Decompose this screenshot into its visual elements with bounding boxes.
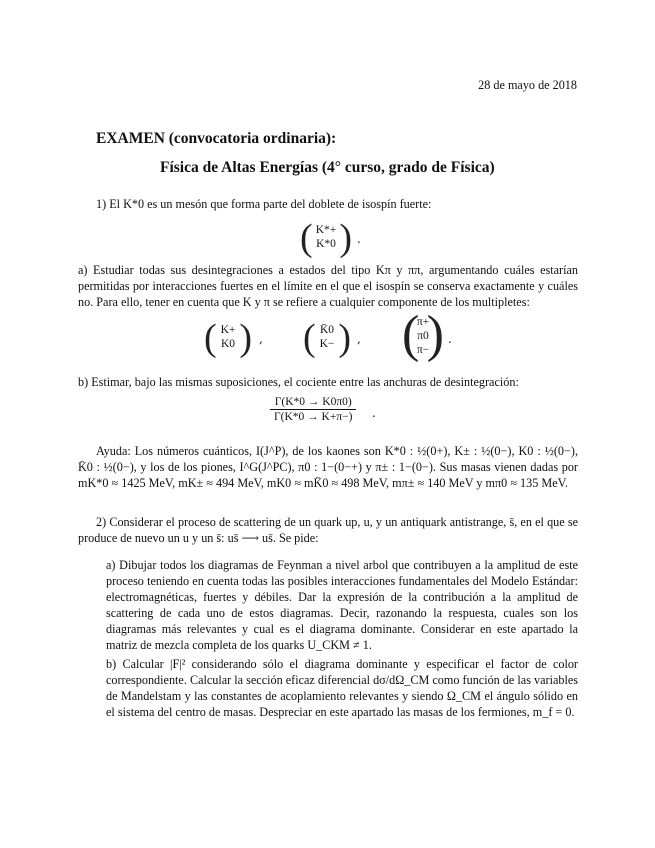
q2-part-b: b) Calcular |F|² considerando sólo el diagrama dominante y especificar el factor de color correspondiente. Calcular la sección eficaz diferencial dσ/dΩ_CM como función de las variables de Mandelstam y las constantes de acoplamiento relevantes y siendo Ω_CM el ángulo sólido en el sistema del centro de masas. Despreciar en este apartado las masas de los fermiones, m_f = 0. [106, 657, 578, 719]
multiplet-entry: K− [319, 338, 335, 350]
q1-part-a: a) Estudiar todas sus desintegraciones a estados del tipo Kπ y ππ, argumentando cuáles estarían permitidas por interacciones fuertes en el límite en el que el isospín se conserva exactamente y cuáles no. Para ello, tener en cuenta que K y π se refiere a cualquier componente de los multipletes: [78, 263, 578, 309]
multiplet-entry: K+ [220, 324, 236, 336]
ratio-numerator: Γ(K*0 → K0π0) [270, 396, 356, 410]
multiplet-period: . [448, 332, 452, 346]
antikaon-multiplet: ( K̄0 K− ) [303, 317, 351, 359]
exam-date: 28 de mayo de 2018 [478, 78, 577, 92]
multiplet-entry: π− [416, 344, 430, 356]
multiplet-entry: K0 [220, 338, 236, 350]
q2-intro: 2) Considerar el proceso de scattering de un quark up, u, y un antiquark antistrange, s̄, en el que se produce de nuevo un u y un s̄: us̄ ⟶ us̄. Se pide: [78, 515, 578, 545]
doublet-entry: K*0 [316, 238, 336, 250]
q2-part-a: a) Dibujar todos los diagramas de Feynman a nivel arbol que contribuyen a la amplitud de este proceso teniendo en cuenta todas las posibles interacciones fundamentales del Modelo Estándar: electromagnéticas, fuertes y débiles. Dar la expresión de la contribución a la amplitud de scattering de cada uno de estos diagramas. Decir, razonando la respuesta, cuales son los diagramas más relevantes y cual es el diagrama dominante. Considerar en este apartado la matriz de mezcla completa de los quarks U_CKM ≠ 1. [106, 558, 578, 652]
doublet-entry: K*+ [315, 224, 337, 236]
separator-comma: , [357, 332, 361, 346]
pion-multiplet: ( π+ π0 π− ) [402, 306, 444, 363]
q1-help: Ayuda: Los números cuánticos, I(J^P), de los kaones son K*0 : ½(0+), K± : ½(0−), K0 : ½(0−), K̄0 : ½(0−), y los de los piones, I^G(J^PC), π0 : 1−(0−+) y π± : 1−(0−). Sus masas vienen dadas por mK*0 ≈ 1425 MeV, mK± ≈ 494 MeV, mK0 ≈ mK̄0 ≈ 498 MeV, mπ± ≈ 140 MeV y mπ0 ≈ 135 MeV. [78, 444, 578, 490]
q1-intro-text: 1) El K*0 es un mesón que forma parte del doblete de isospín fuerte: [96, 197, 432, 211]
multiplet-entry: π+ [416, 316, 430, 328]
doublet-period: . [357, 232, 361, 246]
multiplet-entry: π0 [417, 330, 429, 342]
q1-part-b: b) Estimar, bajo las mismas suposiciones, el cociente entre las anchuras de desintegración: [78, 375, 519, 389]
exam-title: EXAMEN (convocatoria ordinaria): [96, 130, 337, 147]
width-ratio [270, 396, 356, 423]
separator-comma: , [259, 332, 263, 346]
ratio-period: . [372, 406, 376, 420]
doublet-vector: ( K*+ K*0 ) [300, 217, 352, 259]
q1-intro [96, 196, 576, 212]
kaon-multiplet: ( K+ K0 ) [204, 317, 252, 359]
ratio-denominator: Γ(K*0 → K+π−) [274, 411, 353, 423]
exam-subtitle: Física de Altas Energías (4° curso, grado de Física) [160, 159, 495, 176]
multiplet-entry: K̄0 [319, 324, 335, 336]
